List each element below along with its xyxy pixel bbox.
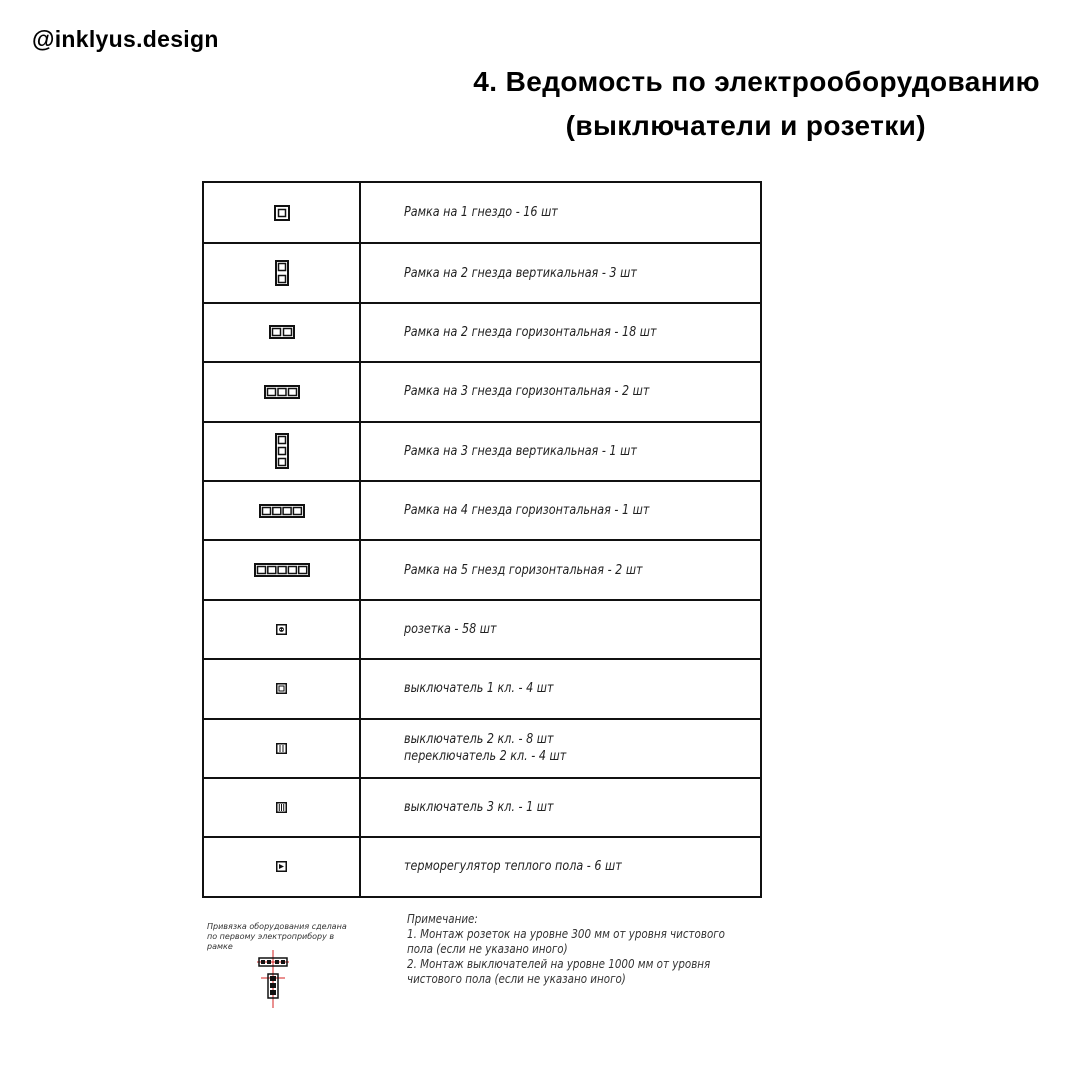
description-line: переключатель 2 кл. - 4 шт (404, 749, 567, 765)
description-cell (361, 541, 704, 598)
triple-horizontal-frame-icon (264, 385, 300, 399)
description-line: выключатель 2 кл. - 8 шт (404, 732, 554, 748)
notes-line: чистового пола (если не указано иного) (407, 972, 626, 986)
double-vertical-frame-icon (275, 260, 289, 286)
symbol-cell (204, 660, 361, 717)
socket-icon (276, 624, 287, 635)
description-cell (361, 601, 704, 658)
brand-watermark: @inklyus.design (32, 26, 219, 52)
description-line: Рамка на 3 гнезда вертикальная - 1 шт (404, 443, 637, 459)
double-horizontal-frame-icon (269, 325, 295, 339)
description-cell (361, 720, 704, 777)
symbol-cell (204, 601, 361, 658)
description-cell (361, 304, 704, 361)
description-cell (361, 363, 704, 420)
symbol-cell (204, 423, 361, 480)
symbol-cell (204, 183, 361, 242)
switch-1-key-icon (276, 683, 287, 694)
notes-block (407, 912, 768, 987)
description-line: выключатель 3 кл. - 1 шт (404, 800, 554, 816)
table-row (204, 539, 760, 598)
equipment-table (202, 181, 762, 898)
description-line: Рамка на 2 гнезда вертикальная - 3 шт (404, 265, 637, 281)
description-cell (361, 482, 704, 539)
description-cell (361, 423, 704, 480)
switch-3-key-icon (276, 802, 287, 813)
quad-horizontal-frame-icon (259, 504, 305, 518)
description-cell (361, 779, 704, 836)
description-cell (361, 183, 704, 242)
description-line: Рамка на 2 гнезда горизонтальная - 18 шт (404, 324, 657, 340)
table-row (204, 302, 760, 361)
description-cell (361, 660, 704, 717)
notes-title: Примечание: (407, 912, 478, 926)
table-row (204, 480, 760, 539)
thermostat-icon (276, 861, 287, 872)
page-title-line-1: 4. Ведомость по электрооборудованию (473, 66, 1040, 97)
binding-example-diagram (255, 950, 291, 1010)
page-title-line-2: (выключатели и розетки) (565, 110, 926, 141)
five-horizontal-frame-icon (254, 563, 310, 577)
symbol-cell (204, 541, 361, 598)
table-row (204, 242, 760, 301)
description-cell (361, 244, 704, 301)
notes-line: 1. Монтаж розеток на уровне 300 мм от уровня чистового (407, 927, 725, 941)
symbol-cell (204, 838, 361, 895)
switch-2-key-icon (276, 743, 287, 754)
table-row (204, 836, 760, 895)
notes-line: 2. Монтаж выключателей на уровне 1000 мм от уровня (407, 957, 711, 971)
symbol-cell (204, 482, 361, 539)
symbol-cell (204, 720, 361, 777)
symbol-cell (204, 363, 361, 420)
description-line: Рамка на 3 гнезда горизонтальная - 2 шт (404, 384, 650, 400)
table-row (204, 777, 760, 836)
description-line: Рамка на 5 гнезд горизонтальная - 2 шт (404, 562, 643, 578)
description-line: терморегулятор теплого пола - 6 шт (404, 859, 622, 875)
description-line: выключатель 1 кл. - 4 шт (404, 681, 554, 697)
description-line: розетка - 58 шт (404, 621, 497, 637)
triple-vertical-frame-icon (275, 433, 289, 469)
table-row (204, 421, 760, 480)
description-line: Рамка на 4 гнезда горизонтальная - 1 шт (404, 503, 650, 519)
binding-note-block (207, 922, 357, 952)
table-row (204, 361, 760, 420)
symbol-cell (204, 244, 361, 301)
table-row (204, 658, 760, 717)
description-cell (361, 838, 704, 895)
single-frame-icon (274, 205, 290, 221)
symbol-cell (204, 779, 361, 836)
notes-line: пола (если не указано иного) (407, 942, 568, 956)
table-row (204, 183, 760, 242)
binding-note-text: Привязка оборудования сделана по первому электроприбору в рамке (207, 922, 347, 951)
description-line: Рамка на 1 гнездо - 16 шт (404, 205, 558, 221)
table-row (204, 718, 760, 777)
table-row (204, 599, 760, 658)
symbol-cell (204, 304, 361, 361)
